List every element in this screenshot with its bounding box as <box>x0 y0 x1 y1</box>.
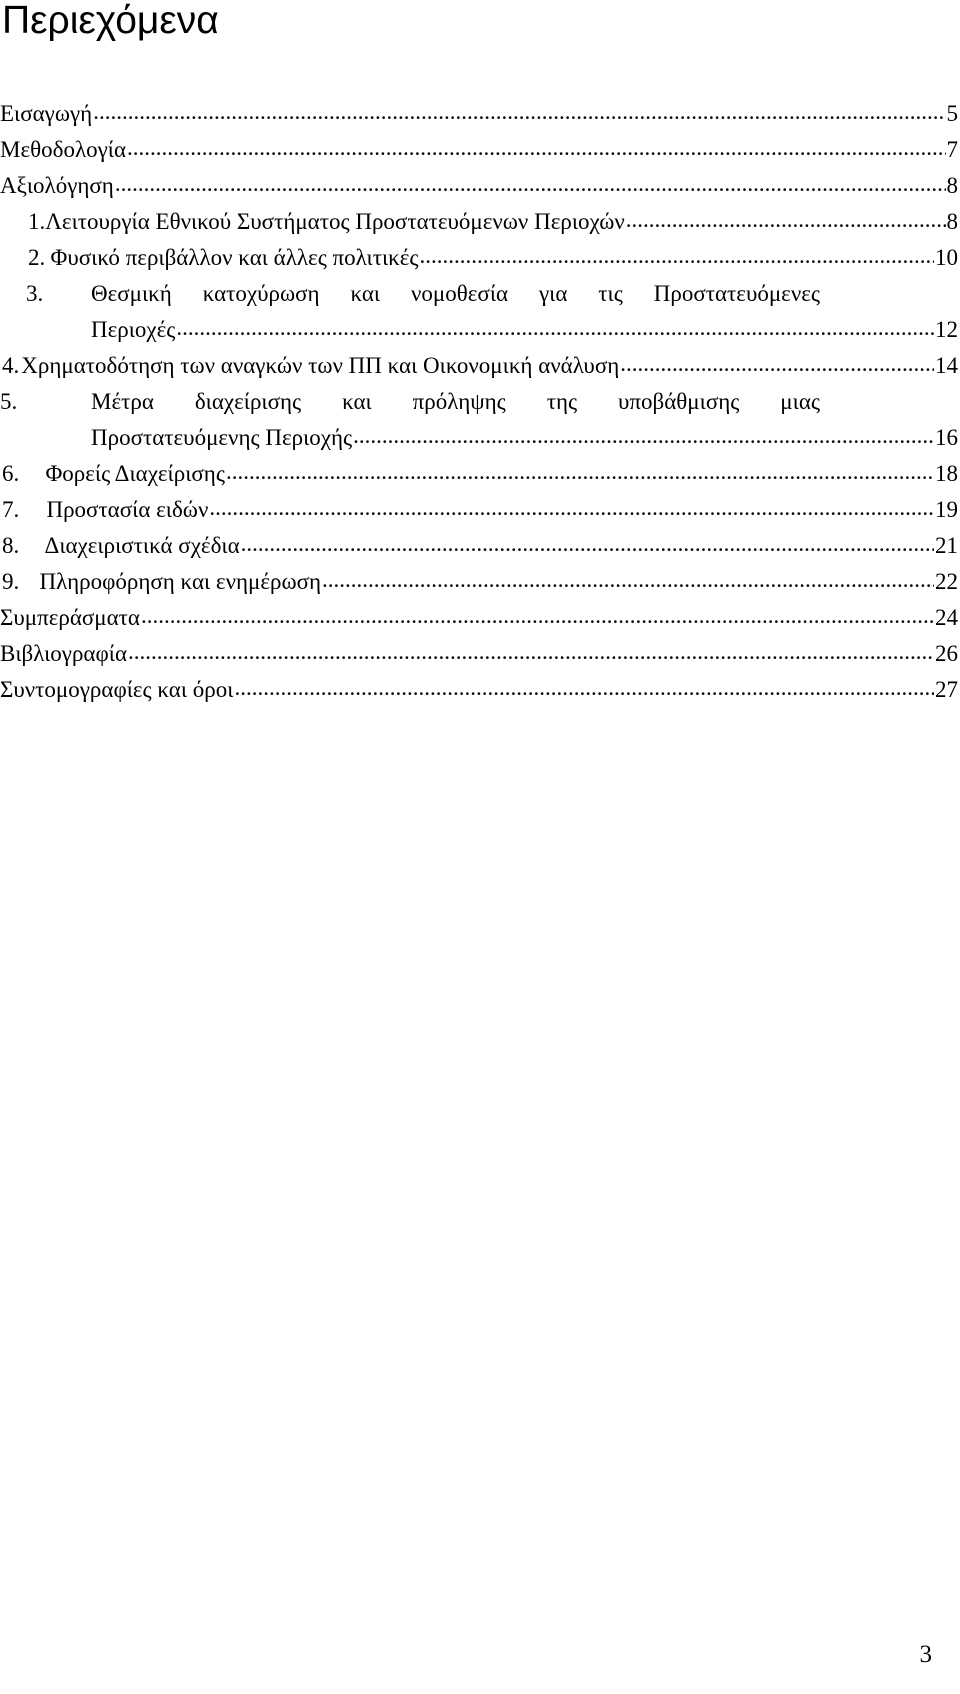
toc-entry-number: 3. <box>26 281 44 306</box>
toc-entry-label: Συντομογραφίες και όροι <box>0 677 234 702</box>
toc-entry-page: 27 <box>935 677 958 702</box>
toc-entry-2[interactable] <box>0 240 958 276</box>
toc-entry-label: Διαχειριστικά σχέδια <box>44 533 240 558</box>
toc-entry-label: Χρηματοδότηση των αναγκών των ΠΠ και Οικονομική ανάλυση <box>21 353 620 378</box>
toc-entry-label: Μέτρα διαχείρισης και πρόληψης της υποβάθμισης μιας <box>91 389 820 414</box>
toc-entry-page: 12 <box>935 317 958 342</box>
toc-entry-number: 1. <box>28 209 46 234</box>
toc-entry-label: Φυσικό περιβάλλον και άλλες πολιτικές <box>50 245 419 270</box>
table-of-contents <box>0 96 958 708</box>
dot-leader <box>141 598 934 634</box>
toc-entry-page: 19 <box>935 497 958 522</box>
toc-entry-number: 5. <box>0 389 18 414</box>
toc-entry-6[interactable] <box>0 456 958 492</box>
toc-entry-page: 26 <box>935 641 958 666</box>
dot-leader <box>241 526 934 562</box>
toc-entry-number: 7. <box>2 497 20 522</box>
toc-entry-number: 9. <box>2 569 20 594</box>
dot-leader <box>127 130 945 166</box>
toc-entry-number: 6. <box>2 461 20 486</box>
toc-entry-page: 8 <box>946 173 958 198</box>
toc-entry-label: Συμπεράσματα <box>0 605 140 630</box>
toc-entry-methodology[interactable] <box>0 132 958 168</box>
toc-entry-page: 5 <box>946 101 958 126</box>
dot-leader <box>322 562 934 598</box>
dot-leader <box>115 166 946 202</box>
dot-leader <box>226 454 934 490</box>
toc-entry-page: 21 <box>935 533 958 558</box>
toc-entry-label-continued: Προστατευόμενης Περιοχής <box>91 425 353 450</box>
dot-leader <box>128 634 934 670</box>
toc-entry-label: Λειτουργία Εθνικού Συστήματος Προστατευόμενων Περιοχών <box>45 209 625 234</box>
toc-entry-4[interactable] <box>0 348 958 384</box>
toc-entry-abbreviations[interactable] <box>0 672 958 708</box>
toc-entry-label: Προστασία ειδών <box>46 497 209 522</box>
toc-entry-number: 2. <box>28 245 46 270</box>
toc-entry-page: 18 <box>935 461 958 486</box>
toc-entry-label-continued: Περιοχές <box>91 317 176 342</box>
dot-leader <box>176 310 934 346</box>
dot-leader <box>420 238 934 274</box>
toc-entry-page: 14 <box>935 353 958 378</box>
toc-entry-conclusions[interactable] <box>0 600 958 636</box>
toc-entry-evaluation[interactable] <box>0 168 958 204</box>
toc-entry-label: Φορείς Διαχείρισης <box>45 461 225 486</box>
toc-entry-page: 24 <box>935 605 958 630</box>
toc-entry-page: 16 <box>935 425 958 450</box>
page-number: 3 <box>919 1641 932 1668</box>
toc-entry-1[interactable] <box>0 204 958 240</box>
dot-leader <box>353 418 934 454</box>
dot-leader <box>234 670 934 706</box>
toc-entry-label: Πληροφόρηση και ενημέρωση <box>39 569 322 594</box>
toc-entry-number: 4. <box>2 353 20 378</box>
toc-entry-page: 22 <box>935 569 958 594</box>
toc-entry-9[interactable] <box>0 564 958 600</box>
toc-entry-7[interactable] <box>0 492 958 528</box>
toc-entry-3[interactable] <box>0 276 958 348</box>
toc-entry-label: Αξιολόγηση <box>0 173 114 198</box>
toc-entry-page: 7 <box>946 137 958 162</box>
dot-leader <box>620 346 934 382</box>
toc-entry-introduction[interactable] <box>0 96 958 132</box>
toc-entry-page: 10 <box>935 245 958 270</box>
toc-entry-label: Βιβλιογραφία <box>0 641 127 666</box>
dot-leader <box>209 490 934 526</box>
dot-leader <box>93 94 945 130</box>
dot-leader <box>626 202 946 238</box>
toc-entry-bibliography[interactable] <box>0 636 958 672</box>
toc-entry-page: 8 <box>946 209 958 234</box>
toc-entry-5[interactable] <box>0 384 958 456</box>
toc-entry-label: Θεσμική κατοχύρωση και νομοθεσία για τις Προστατευόμενες <box>91 281 820 306</box>
toc-entry-label: Εισαγωγή <box>0 101 93 126</box>
toc-entry-8[interactable] <box>0 528 958 564</box>
toc-entry-number: 8. <box>2 533 20 558</box>
toc-entry-label: Μεθοδολογία <box>0 137 127 162</box>
page-title: Περιεχόμενα <box>2 0 219 42</box>
